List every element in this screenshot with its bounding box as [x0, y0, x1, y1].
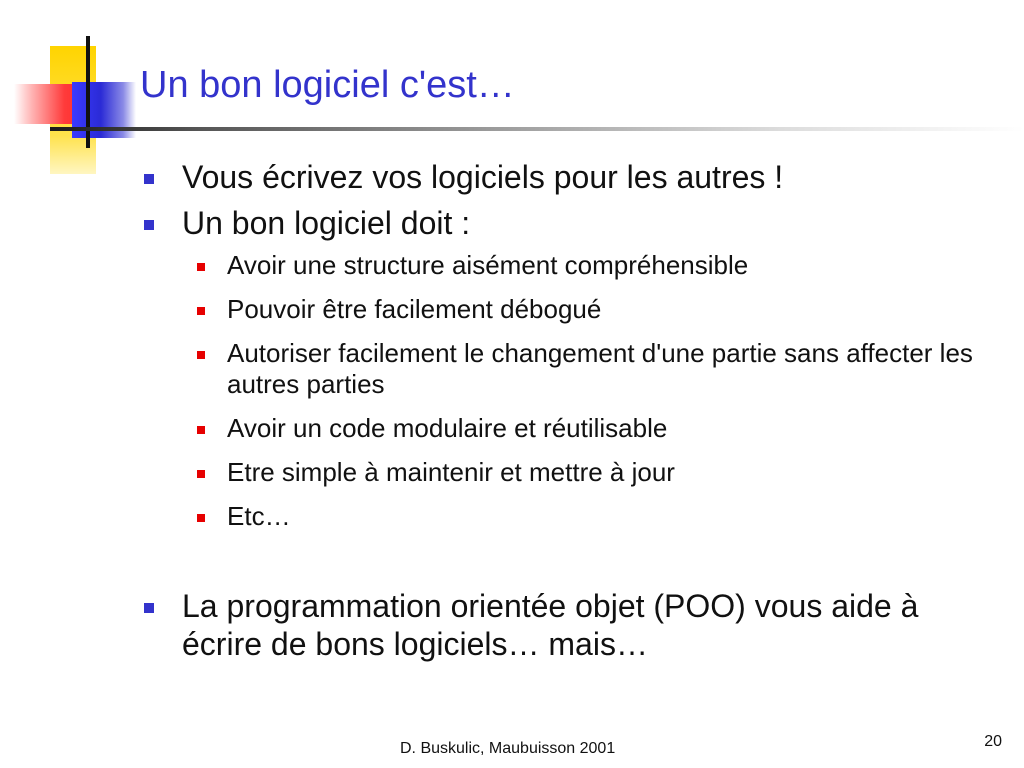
bullet-text: Un bon logiciel doit : [182, 205, 471, 241]
logo-vertical-line [86, 36, 90, 148]
page-number: 20 [984, 733, 1002, 750]
square-bullet-icon [197, 351, 205, 359]
square-bullet-icon [197, 514, 205, 522]
sub-bullet-item [140, 294, 1000, 325]
title-underline [50, 127, 1024, 131]
sub-bullet-text: Etc… [227, 501, 291, 531]
slide-title: Un bon logiciel c'est… [140, 64, 515, 106]
sub-bullet-text: Pouvoir être facilement débogué [227, 294, 602, 324]
bullet-text: Vous écrivez vos logiciels pour les autres ! [182, 159, 784, 195]
slide-content [140, 158, 1000, 671]
sub-bullet-text: Avoir une structure aisément compréhensible [227, 250, 749, 280]
footer-credit: D. Buskulic, Maubuisson 2001 [400, 740, 616, 757]
spacer [140, 545, 1000, 587]
bullet-text: La programmation orientée objet (POO) vous aide à écrire de bons logiciels… mais… [182, 588, 919, 662]
square-bullet-icon [144, 174, 154, 184]
sub-bullet-item [140, 413, 1000, 444]
decorative-logo [0, 0, 160, 190]
square-bullet-icon [197, 426, 205, 434]
sub-bullet-text: Autoriser facilement le changement d'une partie sans affecter les autres parties [227, 338, 973, 399]
sub-bullet-list [140, 250, 1000, 532]
sub-bullet-item [140, 501, 1000, 532]
square-bullet-icon [197, 307, 205, 315]
sub-bullet-item [140, 250, 1000, 281]
sub-bullet-text: Etre simple à maintenir et mettre à jour [227, 457, 675, 487]
square-bullet-icon [197, 263, 205, 271]
sub-bullet-item [140, 338, 1000, 400]
sub-bullet-text: Avoir un code modulaire et réutilisable [227, 413, 668, 443]
bullet-item [140, 587, 1000, 663]
bullet-item [140, 158, 1000, 196]
sub-bullet-item [140, 457, 1000, 488]
square-bullet-icon [197, 470, 205, 478]
bullet-item [140, 204, 1000, 242]
square-bullet-icon [144, 603, 154, 613]
square-bullet-icon [144, 220, 154, 230]
